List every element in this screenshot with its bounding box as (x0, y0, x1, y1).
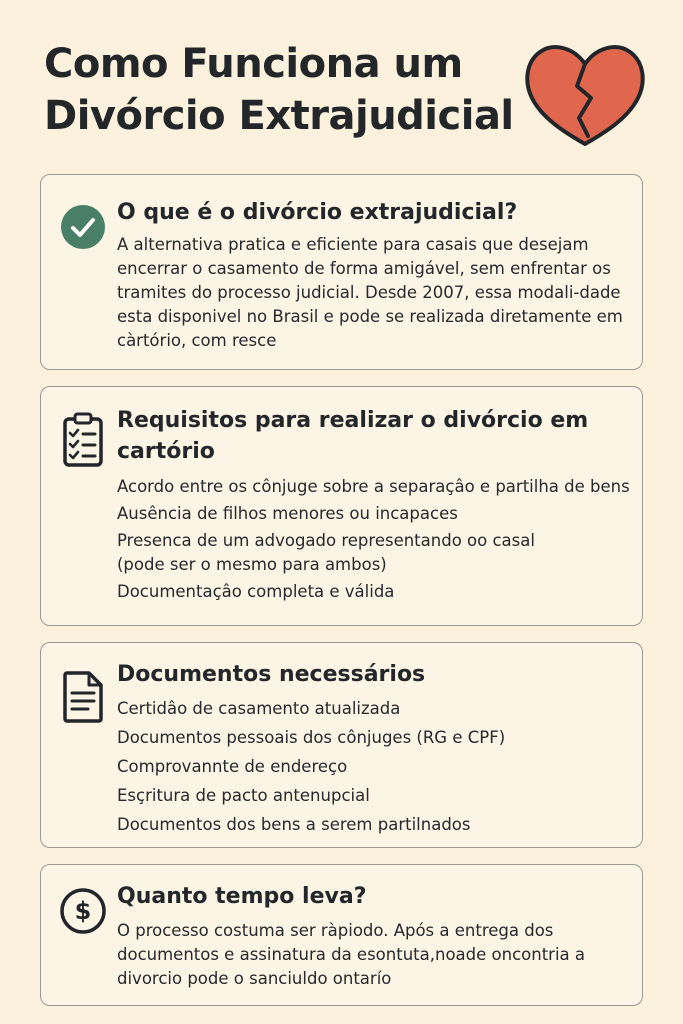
card-time-title: Quanto tempo leva? (117, 884, 367, 909)
list-item: Presenca de um advogado representando oo casal (pode ser o mesmo para ambos) (117, 531, 535, 574)
list-item: Certidâo de casamento atualizada (117, 699, 401, 718)
list-item: Comprovannte de endereço (117, 757, 348, 776)
requirements-list (117, 475, 636, 607)
documents-list (117, 697, 636, 842)
broken-heart-icon (524, 44, 646, 148)
card-documents-title: Documentos necessários (117, 662, 426, 687)
card-time-body: O processo costuma ser ràpiodo. Após a entrega dos documentos e assinatura da esontuta,noade oncontria a divorcio pode o sanciuldo ontarío (117, 921, 586, 988)
svg-text:$: $ (74, 897, 92, 925)
list-item: Acordo entre os cônjuge sobre a separaçâo e partilha de bens (117, 477, 630, 496)
card-what-is-title: O que é o divórcio extrajudicial? (117, 200, 518, 225)
check-circle-icon (59, 203, 107, 251)
page-header (44, 38, 524, 142)
card-what-is-body: A alternativa pratica e eficiente para casais que desejam encerrar o casamento de forma amigável, sem enfrentar os tramites do processo judicial. Desde 2007, essa modali-dade esta disponivel no Brasil e pode se realizada diretamente em càrtório, com resce (117, 235, 623, 350)
clipboard-checklist-icon (59, 411, 107, 469)
card-time (40, 864, 643, 1006)
page-title: Como Funciona um Divórcio Extrajudicial (44, 41, 514, 139)
card-requirements (40, 386, 643, 626)
list-item: Ausência de filhos menores ou incapaces (117, 504, 458, 523)
list-item: Documentaçâo completa e válida (117, 582, 395, 601)
dollar-circle-icon (59, 887, 107, 935)
list-item: Documentos pessoais dos cônjuges (RG e CPF) (117, 728, 506, 747)
card-documents (40, 642, 643, 848)
list-item: Documentos dos bens a serem partilnados (117, 815, 471, 834)
card-requirements-title: Requisitos para realizar o divórcio em cartório (117, 408, 589, 464)
card-what-is (40, 174, 643, 370)
list-item: Esçritura de pacto antenupcial (117, 786, 370, 805)
document-icon (59, 669, 107, 725)
